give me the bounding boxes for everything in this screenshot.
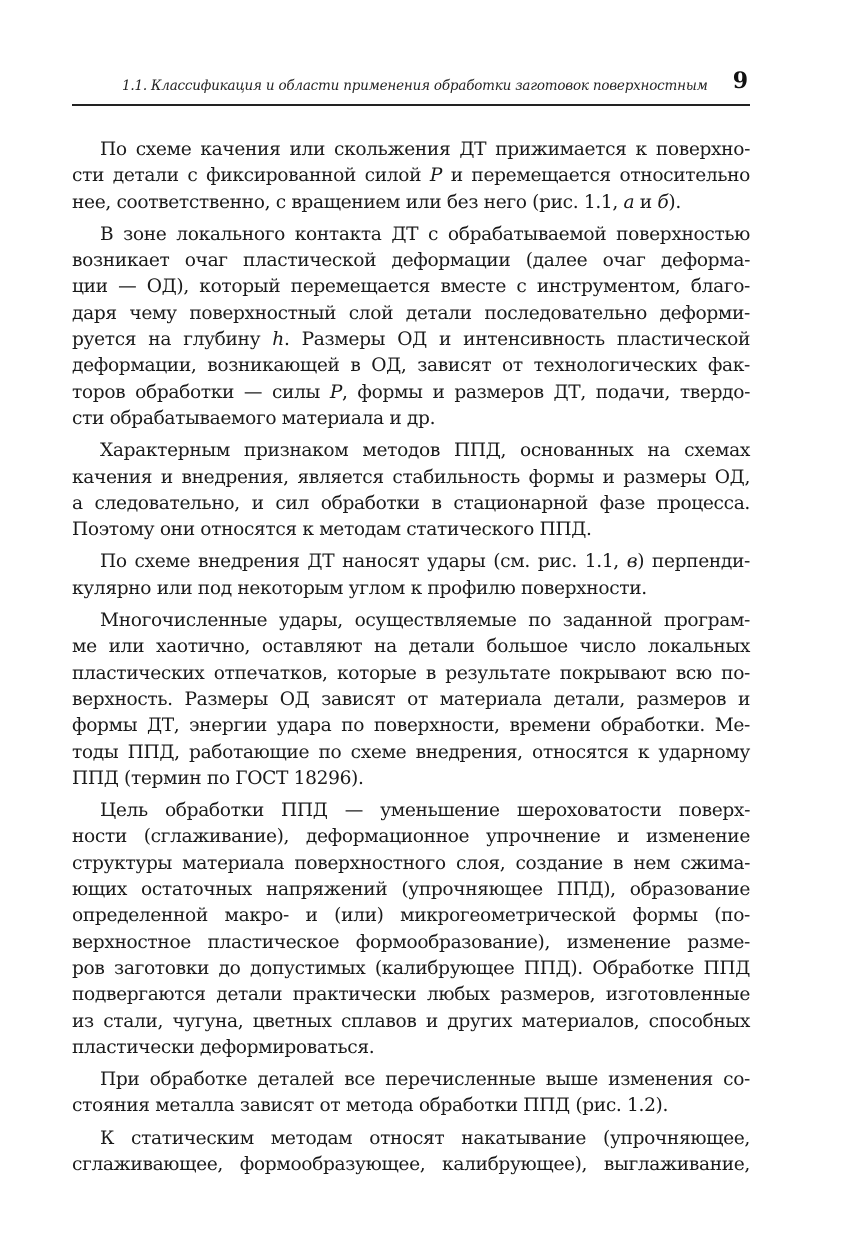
text-line: ции — ОД), который перемещается вместе с инструментом, благо-	[72, 276, 750, 298]
text-line: Многочисленные удары, осуществляемые по заданной програм-	[100, 610, 750, 632]
text-line: определенной макро- и (или) микрогеометрической формы (по-	[72, 905, 750, 927]
text-line: стояния металла зависят от метода обработки ППД (рис. 1.2).	[72, 1095, 669, 1117]
text-line: пластических отпечатков, которые в результате покрывают всю по-	[72, 662, 750, 684]
text-line: ме или хаотично, оставляют на детали большое число локальных	[72, 636, 750, 658]
text-line: руется на глубину h. Размеры ОД и интенсивность пластической	[72, 329, 750, 351]
text-line: структуры материала поверхностного слоя, создание в нем сжима-	[72, 852, 750, 874]
text-line: Цель обработки ППД — уменьшение шероховатости поверх-	[100, 800, 750, 822]
text-line: а следовательно, и сил обработки в стационарной фазе процесса.	[72, 492, 750, 514]
text-line: ности (сглаживание), деформационное упрочнение и изменение	[72, 826, 750, 848]
paragraph	[72, 222, 750, 432]
text-line: формы ДТ, энергии удара по поверхности, времени обработки. Ме-	[72, 715, 750, 737]
text-line: В зоне локального контакта ДТ с обрабатываемой поверхностью	[100, 223, 750, 245]
text-line: торов обработки — силы P, формы и размеров ДТ, подачи, твердо-	[72, 381, 750, 403]
text-line: пластически деформироваться.	[72, 1036, 375, 1058]
text-line: возникает очаг пластической деформации (далее очаг деформа-	[72, 250, 750, 272]
paragraph	[72, 438, 750, 543]
text-line: ющих остаточных напряжений (упрочняющее ППД), образование	[72, 879, 750, 901]
text-line: подвергаются детали практически любых размеров, изготовленные	[72, 984, 750, 1006]
text-line: К статическим методам относят накатывание (упрочняющее,	[100, 1127, 750, 1149]
text-line: деформации, возникающей в ОД, зависят от технологических фак-	[72, 355, 750, 377]
text-line: По схеме качения или скольжения ДТ прижимается к поверхно-	[100, 139, 750, 160]
running-title: 1.1. Классификация и области применения обработки заготовок поверхностным	[122, 78, 708, 94]
page-number: 9	[732, 68, 748, 94]
text-line: тоды ППД, работающие по схеме внедрения, относятся к ударному	[72, 741, 750, 763]
paragraph	[72, 1126, 750, 1179]
paragraph	[72, 137, 750, 216]
text-line: По схеме внедрения ДТ наносят удары (см. рис. 1.1, в) перпенди-	[100, 551, 750, 573]
paragraph	[72, 1067, 750, 1120]
text-line: сглаживающее, формообразующее, калибрующее), выглаживание,	[72, 1153, 750, 1175]
text-line: из стали, чугуна, цветных сплавов и других материалов, способных	[72, 1010, 750, 1032]
text-line: сти детали с фиксированной силой P и перемещается относительно	[72, 165, 750, 187]
text-line: нее, соответственно, с вращением или без него (рис. 1.1, а и б).	[72, 191, 681, 213]
text-line: верхность. Размеры ОД зависят от материала детали, размеров и	[72, 688, 750, 710]
text-line: верхностное пластическое формообразование), изменение разме-	[72, 931, 750, 953]
paragraph	[72, 608, 750, 792]
text-line: качения и внедрения, является стабильность формы и размеры ОД,	[72, 466, 750, 488]
body-text	[72, 137, 750, 1178]
text-line: ППД (термин по ГОСТ 18296).	[72, 767, 364, 789]
running-header	[72, 64, 750, 106]
text-line: кулярно или под некоторым углом к профилю поверхности.	[72, 577, 647, 599]
text-line: даря чему поверхностный слой детали последовательно деформи-	[72, 302, 750, 324]
text-line: ров заготовки до допустимых (калибрующее ППД). Обработке ППД	[72, 957, 750, 979]
text-line: сти обрабатываемого материала и др.	[72, 407, 436, 429]
paragraph	[72, 798, 750, 1061]
text-line: При обработке деталей все перечисленные выше изменения со-	[100, 1069, 750, 1091]
paragraph	[72, 549, 750, 602]
text-line: Характерным признаком методов ППД, основанных на схемах	[100, 440, 750, 462]
text-line: Поэтому они относятся к методам статического ППД.	[72, 519, 592, 541]
